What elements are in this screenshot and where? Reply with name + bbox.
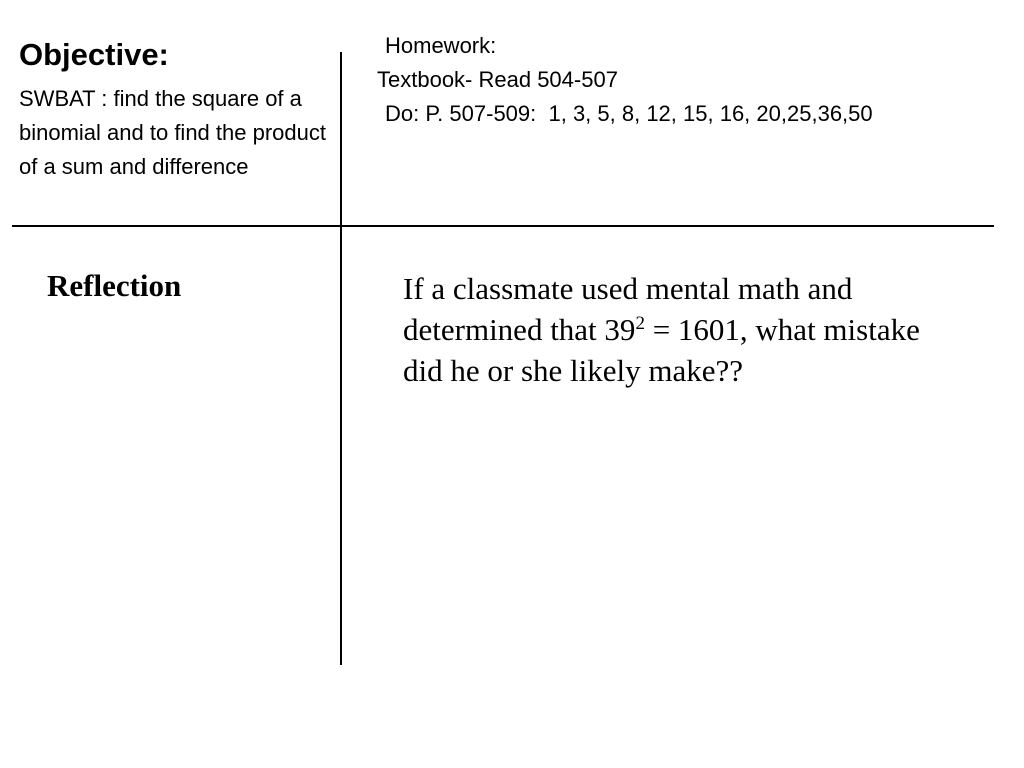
homework-heading: Homework: xyxy=(385,33,497,58)
homework-problems-line: Do: P. 507-509: 1, 3, 5, 8, 12, 15, 16, 20,25,36,50 xyxy=(385,101,873,126)
question-part-2: = 1601, what mistake did he or she likely make?? xyxy=(403,312,920,388)
question-exponent: 2 xyxy=(635,313,645,334)
vertical-divider xyxy=(340,52,342,665)
objective-title: Objective: xyxy=(19,37,169,72)
horizontal-divider xyxy=(12,225,994,227)
reflection-title: Reflection xyxy=(47,268,182,303)
reflection-question xyxy=(403,268,923,391)
objective-text: SWBAT : find the square of a binomial and to find the product of a sum and difference xyxy=(19,86,326,179)
question-part-1: If a classmate used mental math and determined that 39 xyxy=(403,271,853,347)
homework-textbook-line: Textbook- Read 504-507 xyxy=(377,67,618,92)
